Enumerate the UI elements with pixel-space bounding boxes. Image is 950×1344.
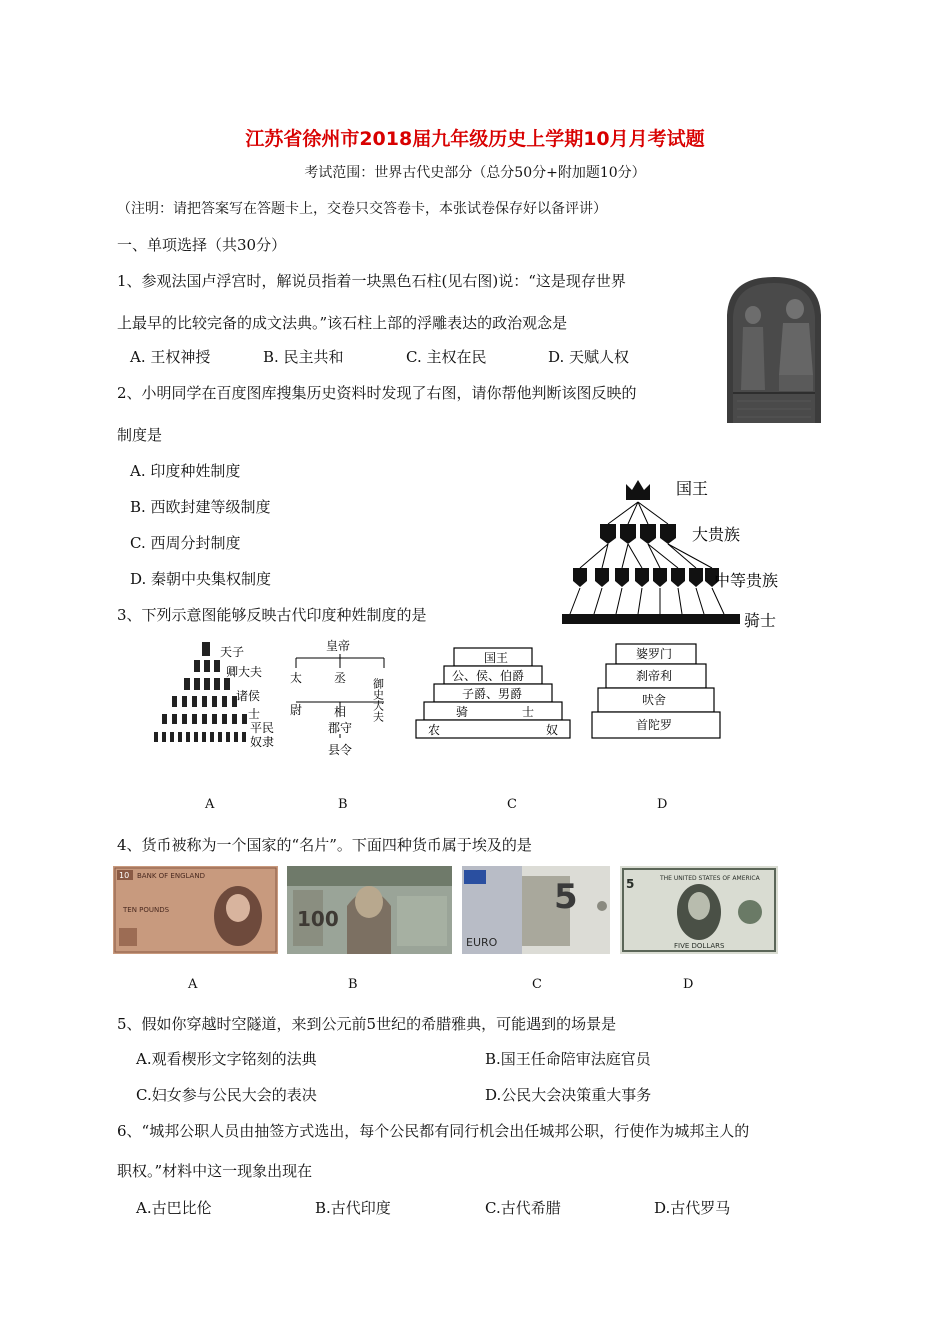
q4-letter-b: B [348,977,358,992]
q3a-label-1: 天子 [220,645,245,659]
q3a-label-2: 卿大夫 [226,665,263,679]
q3d-4: 首陀罗 [636,718,673,732]
q3b-top: 皇帝 [326,639,351,653]
q4-letter-c: C [532,977,542,992]
diagram-label-king: 国王 [676,479,709,498]
banknote-euro-5 [462,866,610,954]
banknote-egypt-100-pounds [287,866,452,954]
exam-note: （注明：请把答案写在答题卡上，交卷只交答卷卡，本张试卷保存好以备评讲） [117,201,607,217]
q3-letter-c: C [507,797,517,812]
q3-diagram-c [414,644,572,740]
q3-diagram-d [590,640,722,742]
q2-option-c: C. 西周分封制度 [130,534,241,552]
uk-note-number: 10 [119,871,130,880]
q6-option-a: A.古巴比伦 [136,1199,212,1217]
q1-option-d: D. 天赋人权 [548,348,630,366]
q3-letter-b: B [338,797,348,812]
q3b-left1: 太 [290,671,303,685]
diagram-label-middle-nobles: 中等贵族 [714,571,779,590]
section-heading: 一、单项选择（共30分） [117,236,287,254]
diagram-label-knights: 骑士 [744,611,777,630]
q5-option-c: C.妇女参与公民大会的表决 [136,1086,317,1104]
q3b-left2: 尉 [290,703,303,717]
q5-option-a: A.观看楔形文字铭刻的法典 [136,1050,317,1068]
q1-stem-line1: 1、参观法国卢浮宫时，解说员指着一块黑色石柱(见右图)说：“这是现存世界 [117,272,626,290]
q3-diagram-a [150,638,280,750]
euro-note-label: EURO [466,936,498,949]
q3a-label-5: 平民 [250,721,275,735]
hammurabi-stele-image [723,275,825,423]
q1-option-c: C. 主权在民 [406,348,487,366]
q1-stem-line2: 上最早的比较完备的成文法典。”该石柱上部的浮雕表达的政治观念是 [117,314,568,332]
q3b-mid1: 丞 [334,671,347,685]
q3a-label-3: 诸侯 [236,689,261,703]
q3c-7: 奴 [546,723,559,737]
q1-option-b: B. 民主共和 [263,348,344,366]
q1-option-a: A. 王权神授 [130,348,211,366]
q3c-1: 国王 [484,651,509,665]
q6-option-b: B.古代印度 [315,1199,391,1217]
q3b-mid2: 相 [334,705,347,719]
q3c-4: 骑 [456,705,469,719]
q2-option-a: A. 印度种姓制度 [130,462,241,480]
q3-letter-d: D [657,797,668,812]
q5-option-b: B.国王任命陪审法庭官员 [485,1050,651,1068]
page-title: 江苏省徐州市2018届九年级历史上学期10月月考试题 [245,128,705,150]
q3c-3: 子爵、男爵 [462,687,523,701]
q3c-6: 农 [428,723,441,737]
diagram-label-great-nobles: 大贵族 [692,525,741,544]
uk-note-denomination: TEN POUNDS [123,906,170,914]
q3a-label-6: 奴隶 [250,735,275,749]
q2-stem-line2: 制度是 [117,426,163,444]
q5-option-d: D.公民大会决策重大事务 [485,1086,652,1104]
exam-scope: 考试范围：世界古代史部分（总分50分+附加题10分） [304,165,646,181]
banknote-us-5-dollars [620,866,778,954]
q3b-right: 御史大夫 [371,678,385,722]
q3d-3: 吠舍 [642,693,667,707]
q3d-2: 刹帝利 [636,669,673,683]
q3-stem: 3、下列示意图能够反映古代印度种姓制度的是 [117,606,427,624]
uk-note-header: BANK OF ENGLAND [137,872,205,880]
q3c-2: 公、侯、伯爵 [452,669,525,683]
q6-stem-line2: 职权。”材料中这一现象出现在 [117,1162,313,1180]
q2-option-d: D. 秦朝中央集权制度 [130,570,272,588]
q5-stem: 5、假如你穿越时空隧道，来到公元前5世纪的希腊雅典，可能遇到的场景是 [117,1015,617,1033]
q3-letter-a: A [205,797,215,812]
us-note-header: THE UNITED STATES OF AMERICA [660,875,760,882]
q6-stem-line1: 6、“城邦公职人员由抽签方式选出，每个公民都有同行机会出任城邦公职，行使作为城邦主人的 [117,1122,750,1140]
q4-letter-a: A [188,977,198,992]
q4-letter-d: D [683,977,694,992]
q3c-5: 士 [522,705,535,719]
q3a-label-4: 士 [248,707,261,721]
q3d-1: 婆罗门 [636,647,673,661]
egypt-note-number: 100 [297,907,339,931]
q6-option-c: C.古代希腊 [485,1199,561,1217]
q4-stem: 4、货币被称为一个国家的“名片”。下面四种货币属于埃及的是 [117,836,532,854]
feudal-hierarchy-diagram [560,470,800,636]
euro-note-number: 5 [554,877,578,917]
q3-diagram-b [286,638,396,762]
us-note-denomination: FIVE DOLLARS [674,942,725,950]
q3b-bottom1: 郡守 [328,721,353,735]
us-note-number-tl: 5 [626,877,635,891]
banknote-uk-10-pounds [113,866,278,954]
q2-option-b: B. 西欧封建等级制度 [130,498,271,516]
q6-option-d: D.古代罗马 [654,1199,731,1217]
q2-stem-line1: 2、小明同学在百度图库搜集历史资料时发现了右图，请你帮他判断该图反映的 [117,384,637,402]
q3b-bottom2: 县令 [328,743,353,757]
